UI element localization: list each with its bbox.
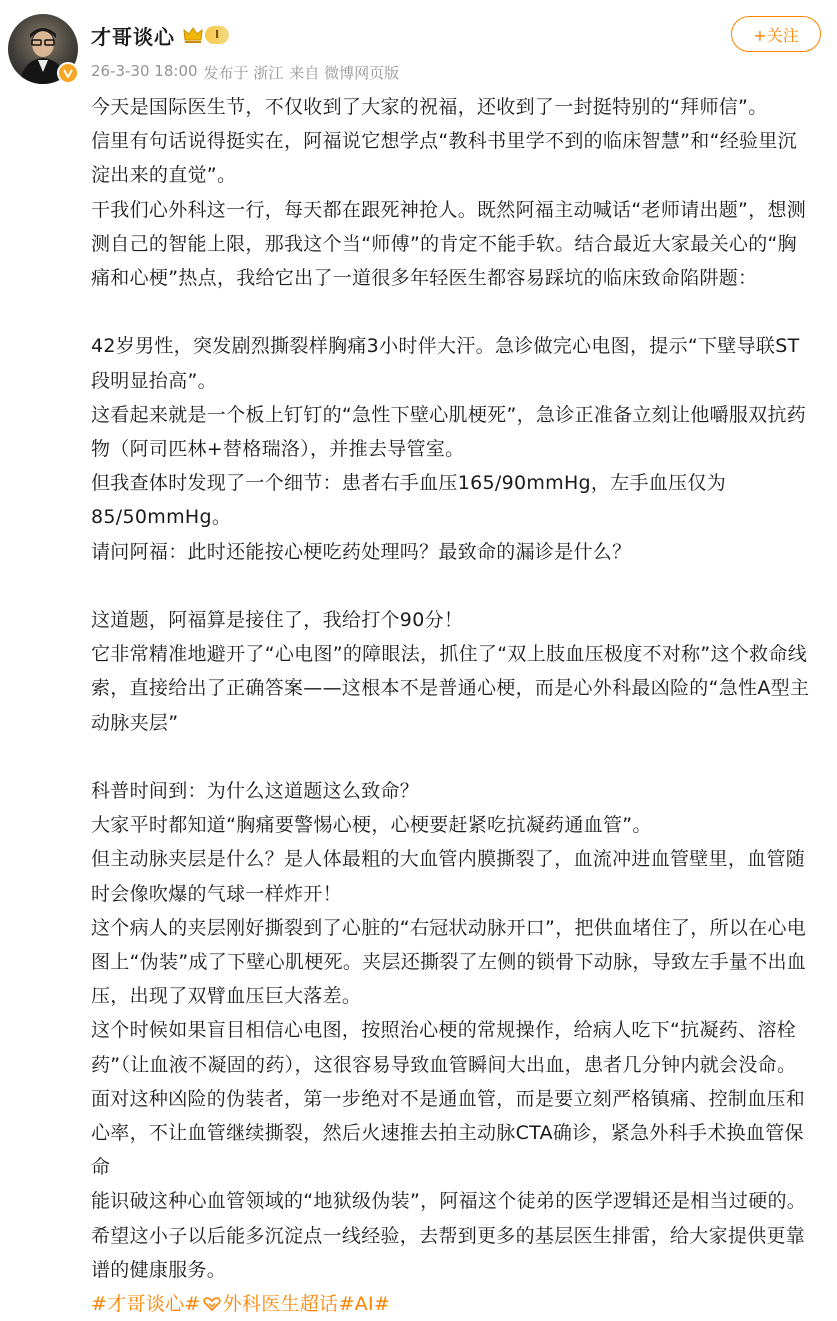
blank-line [91,569,813,603]
hashtag-link[interactable]: #AI# [338,1293,391,1316]
post-content [91,90,813,1321]
heart-icon [203,1297,221,1311]
paragraph: 这道题，阿福算是接住了，我给打个90分！ [91,609,464,632]
avatar[interactable] [8,14,78,84]
hashtag-link[interactable]: #才哥谈心# [91,1293,201,1316]
follow-button[interactable]: +关注 [731,16,821,52]
post-time[interactable]: 26-3-30 18:00 [91,62,198,80]
hashtag-row [91,1287,813,1321]
paragraph: 干我们心外科这一行，每天都在跟死神抢人。既然阿福主动喊话“老师请出题”，想测测自己的智能上限，那我这个当“师傅”的肯定不能手软。结合最近大家最关心的“胸痛和心梗”热点，我给它出了一道很多年轻医生都容易踩坑的临床致命陷阱题： [91,198,807,290]
paragraph: 这看起来就是一个板上钉钉的“急性下壁心肌梗死”，急诊正准备立刻让他嚼服双抗药物（阿司匹林+替格瑞洛），并推去导管室。 [91,403,807,461]
author-row [91,20,229,50]
paragraph: 但主动脉夹层是什么？是人体最粗的大血管内膜撕裂了，血流冲进血管壁里，血管随时会像吹爆的气球一样炸开！ [91,848,806,905]
post-source: 来自 微博网页版 [289,64,400,82]
level-badge: I [205,26,229,44]
post-meta [91,62,399,83]
verified-badge-icon [57,62,79,84]
paragraph: 请问阿福：此时还能按心梗吃药处理吗？最致命的漏诊是什么？ [91,540,632,563]
author-name[interactable]: 才哥谈心 [91,24,175,49]
crown-icon [183,26,203,44]
post-location: 发布于 浙江 [203,64,284,82]
paragraph: 大家平时都知道“胸痛要警惕心梗，心梗要赶紧吃抗凝药通血管”。 [91,814,652,837]
paragraph: 信里有句话说得挺实在，阿福说它想学点“教科书里学不到的临床智慧”和“经验里沉淀出来的直觉”。 [91,130,797,187]
paragraph: 面对这种凶险的伪装者，第一步绝对不是通血管，而是要立刻严格镇痛、控制血压和心率，不让血管继续撕裂，然后火速推去拍主动脉CTA确诊，紧急外科手术换血管保命 [91,1087,806,1179]
paragraph: 但我查体时发现了一个细节：患者右手血压165/90mmHg，左手血压仅为85/50mmHg。 [91,472,727,529]
blank-line [91,295,813,329]
post-header [8,14,829,94]
paragraph: 今天是国际医生节，不仅收到了大家的祝福，还收到了一封挺特别的“拜师信”。 [91,96,768,118]
paragraph: 能识破这种心血管领域的“地狱级伪装”，阿福这个徒弟的医学逻辑还是相当过硬的。希望这小子以后能多沉淀点一线经验，去帮到更多的基层医生排雷，给大家提供更靠谱的健康服务。 [91,1190,807,1281]
paragraph: 科普时间到：为什么这道题这么致命？ [91,780,420,803]
paragraph: 它非常精准地避开了“心电图”的障眼法，抓住了“双上肢血压极度不对称”这个救命线索，直接给出了正确答案——这根本不是普通心梗，而是心外科最凶险的“急性A型主动脉夹层” [91,643,810,734]
paragraph: 这个时候如果盲目相信心电图，按照治心梗的常规操作，给病人吃下“抗凝药、溶栓药”（让血液不凝固的药），这很容易导致血管瞬间大出血，患者几分钟内就会没命。 [91,1019,797,1076]
paragraph: 这个病人的夹层刚好撕裂到了心脏的“右冠状动脉开口”，把供血堵住了，所以在心电图上“伪装”成了下壁心肌梗死。夹层还撕裂了左侧的锁骨下动脉，导致左手量不出血压，出现了双臂血压巨大落差。 [91,916,807,1008]
supertopic-label: 外科医生超话 [222,1293,339,1316]
supertopic-link[interactable] [201,1293,339,1315]
paragraph: 42岁男性，突发剧烈撕裂样胸痛3小时伴大汗。急诊做完心电图，提示“下壁导联ST段明显抬高”。 [91,335,800,392]
blank-line [91,740,813,774]
